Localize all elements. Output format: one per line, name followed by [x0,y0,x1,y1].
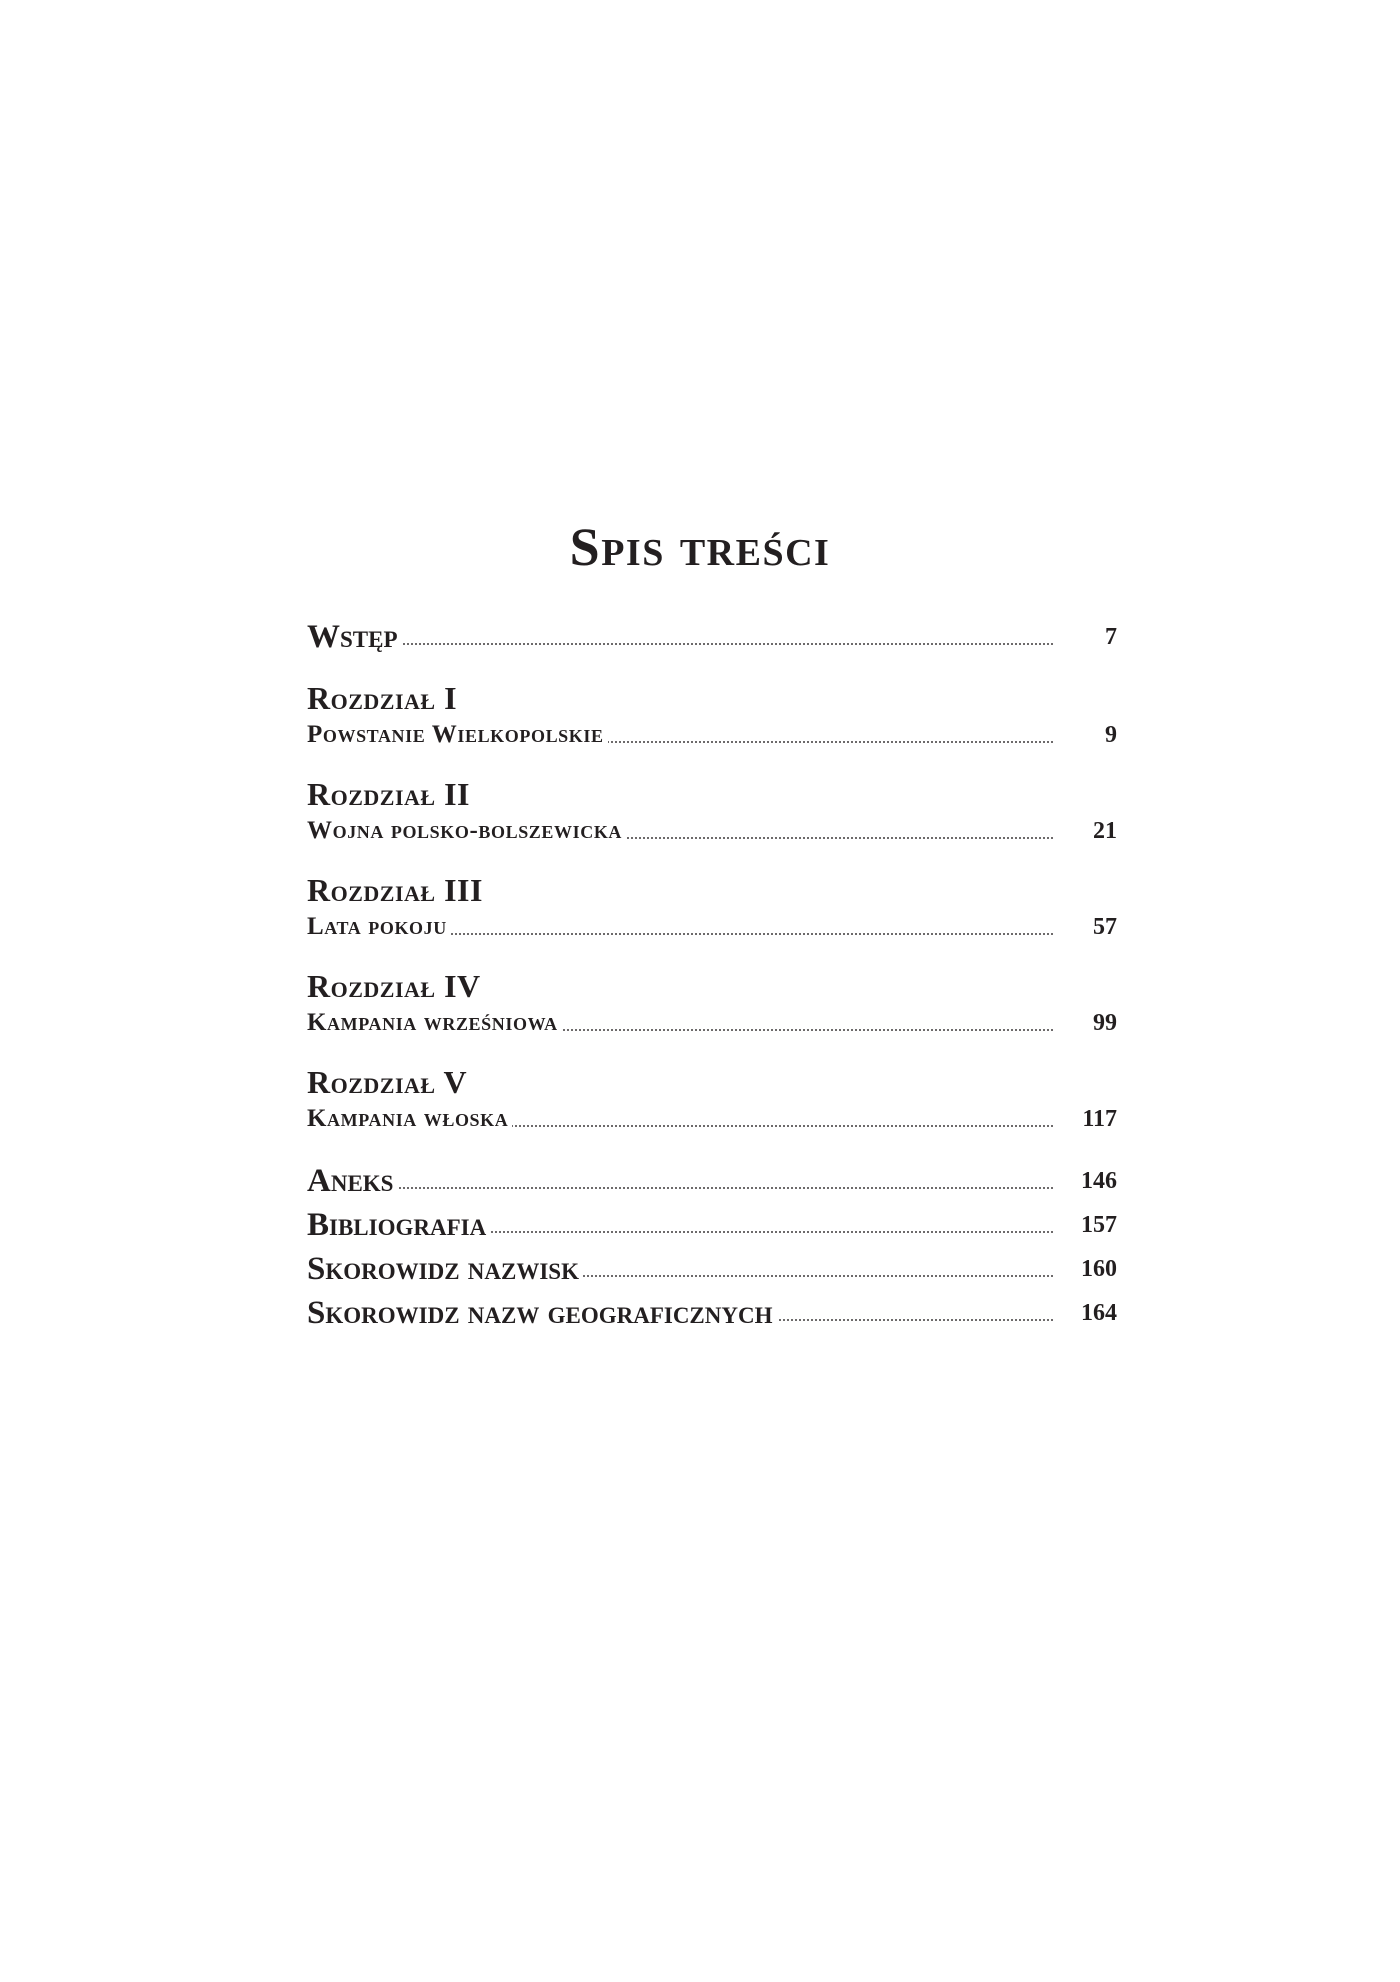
table-of-contents [307,620,1117,1330]
toc-page-number: 117 [1057,1102,1117,1136]
toc-entry-aneks[interactable] [307,1164,1117,1198]
chapter-heading-1: Rozdział I [307,680,458,716]
toc-entry-label: Kampania wrześniowa [307,1009,562,1036]
toc-entry-label: Skorowidz nazwisk [307,1251,583,1287]
chapter-heading-4: Rozdział IV [307,968,481,1004]
toc-page-number: 21 [1057,814,1117,848]
toc-entry-label: Wojna polsko-bolszewicka [307,817,626,844]
toc-entry-bibliografia[interactable] [307,1208,1117,1242]
toc-entry-chapter-1[interactable] [307,718,1117,752]
dot-leader [307,643,1053,645]
toc-page-number: 57 [1057,910,1117,944]
toc-entry-chapter-4[interactable] [307,1006,1117,1040]
toc-entry-chapter-3[interactable] [307,910,1117,944]
toc-page-number: 164 [1057,1296,1117,1330]
toc-entry-label: Lata pokoju [307,913,451,940]
chapter-heading-3: Rozdział III [307,872,483,908]
toc-entry-label: Kampania włoska [307,1105,512,1132]
toc-entry-intro[interactable] [307,620,1117,654]
toc-entry-label: Powstanie Wielkopolskie [307,721,608,748]
toc-entry-label: Wstęp [307,619,402,655]
toc-entry-skorowidz-geograficzny[interactable] [307,1296,1117,1330]
dot-leader [307,1187,1053,1189]
toc-page-number: 7 [1057,620,1117,654]
toc-entry-label: Aneks [307,1163,397,1199]
chapter-heading-5: Rozdział V [307,1064,468,1100]
toc-page-number: 157 [1057,1208,1117,1242]
toc-page-number: 9 [1057,718,1117,752]
toc-entry-chapter-5[interactable] [307,1102,1117,1136]
page-title: Spis treści [569,517,831,577]
toc-entry-chapter-2[interactable] [307,814,1117,848]
chapter-heading-2: Rozdział II [307,776,470,812]
toc-entry-skorowidz-nazwisk[interactable] [307,1252,1117,1286]
toc-page-number: 99 [1057,1006,1117,1040]
toc-entry-label: Skorowidz nazw geograficznych [307,1295,777,1331]
toc-page-number: 146 [1057,1164,1117,1198]
toc-page-number: 160 [1057,1252,1117,1286]
toc-entry-label: Bibliografia [307,1207,490,1243]
